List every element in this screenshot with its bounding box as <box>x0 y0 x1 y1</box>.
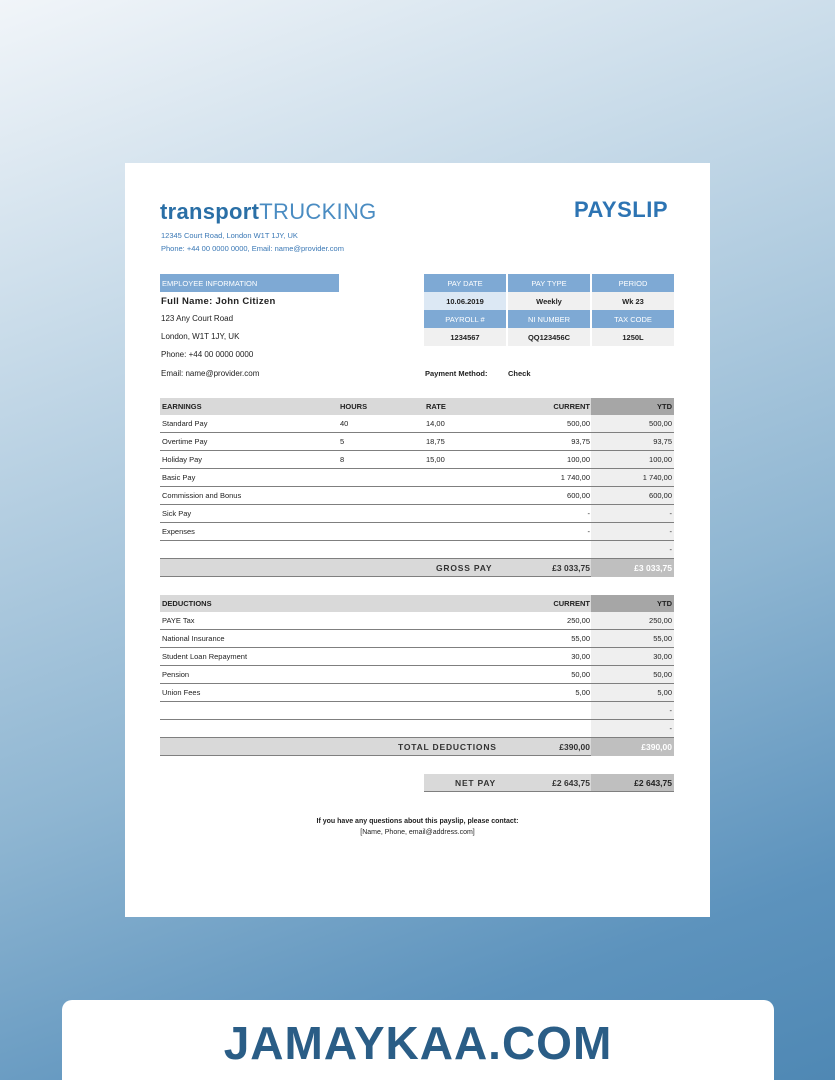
earnings-ytd: - <box>669 545 672 554</box>
employee-address1: 123 Any Court Road <box>161 314 234 323</box>
earnings-current: 100,00 <box>567 455 590 464</box>
earnings-row <box>160 433 674 451</box>
deduction-ytd: 5,00 <box>657 688 672 697</box>
earnings-rate: 14,00 <box>426 419 445 428</box>
deductions-header-current: CURRENT <box>553 599 590 608</box>
earnings-current: 93,75 <box>571 437 590 446</box>
footer-contact-line: If you have any questions about this payslip, please contact: <box>316 818 519 825</box>
company-contact: Phone: +44 00 0000 0000, Email: name@provider.com <box>161 244 344 253</box>
footer-contact-placeholder: [Name, Phone, email@address.com] <box>360 829 475 836</box>
employee-full-name: Full Name: John Citizen <box>161 296 276 307</box>
employee-info-header: EMPLOYEE INFORMATION <box>160 274 339 292</box>
period-label: PERIOD <box>592 274 674 292</box>
deduction-item: Union Fees <box>162 688 201 697</box>
ni-number-label: NI NUMBER <box>508 310 590 328</box>
gross-pay-ytd: £3 033,75 <box>591 559 674 577</box>
tax-code-label: TAX CODE <box>592 310 674 328</box>
company-logo <box>160 199 377 225</box>
site-banner <box>62 1000 774 1080</box>
site-banner-text: JAMAYKAA.COM <box>223 1017 613 1069</box>
earnings-header-ytd: YTD <box>657 402 672 411</box>
deduction-row <box>160 648 674 666</box>
earnings-rate: 18,75 <box>426 437 445 446</box>
earnings-ytd: 600,00 <box>649 491 672 500</box>
deduction-current: 30,00 <box>571 652 590 661</box>
company-address: 12345 Court Road, London W1T 1JY, UK <box>161 231 298 240</box>
pay-type-label: PAY TYPE <box>508 274 590 292</box>
total-deductions-label: TOTAL DEDUCTIONS <box>398 742 497 752</box>
company-name-bold: transport <box>160 199 260 224</box>
deduction-ytd: 55,00 <box>653 634 672 643</box>
deduction-row <box>160 684 674 702</box>
earnings-row <box>160 469 674 487</box>
earnings-ytd: 1 740,00 <box>642 473 672 482</box>
earnings-item: Overtime Pay <box>162 437 208 446</box>
earnings-current: 1 740,00 <box>560 473 590 482</box>
net-pay-current: £2 643,75 <box>552 778 590 788</box>
deduction-current: 50,00 <box>571 670 590 679</box>
payment-method-value: Check <box>508 369 531 378</box>
earnings-header-current: CURRENT <box>553 402 590 411</box>
pay-type-value: Weekly <box>508 292 590 310</box>
earnings-ytd: 93,75 <box>653 437 672 446</box>
deduction-row <box>160 720 674 738</box>
employee-phone: Phone: +44 00 0000 0000 <box>161 350 254 359</box>
pay-date-value: 10.06.2019 <box>424 292 506 310</box>
earnings-hours: 8 <box>340 455 345 464</box>
deduction-ytd: - <box>669 724 672 733</box>
earnings-item: Commission and Bonus <box>162 491 242 500</box>
deduction-item: Pension <box>162 670 190 679</box>
deduction-item: Student Loan Repayment <box>162 652 248 661</box>
earnings-item: Sick Pay <box>162 509 192 518</box>
deduction-current: 5,00 <box>575 688 590 697</box>
earnings-current: 600,00 <box>567 491 590 500</box>
employee-email: Email: name@provider.com <box>161 369 260 378</box>
deduction-item: National Insurance <box>162 634 225 643</box>
deduction-row <box>160 630 674 648</box>
deduction-ytd: - <box>669 706 672 715</box>
net-pay-ytd: £2 643,75 <box>591 774 674 792</box>
earnings-current: - <box>587 509 590 518</box>
earnings-rate: 15,00 <box>426 455 445 464</box>
period-value: Wk 23 <box>592 292 674 310</box>
earnings-row <box>160 505 674 523</box>
earnings-ytd: - <box>669 527 672 536</box>
net-pay-label: NET PAY <box>455 778 497 788</box>
tax-code-value: 1250L <box>592 328 674 346</box>
earnings-header-item: EARNINGS <box>162 402 202 411</box>
page-title: PAYSLIP <box>574 197 668 222</box>
pay-date-label: PAY DATE <box>424 274 506 292</box>
ni-number-value: QQ123456C <box>508 328 590 346</box>
payment-method-label: Payment Method: <box>425 369 488 378</box>
earnings-hours: 40 <box>340 419 349 428</box>
earnings-ytd: 500,00 <box>649 419 672 428</box>
deduction-ytd: 50,00 <box>653 670 672 679</box>
deduction-row <box>160 612 674 630</box>
deductions-header-item: DEDUCTIONS <box>162 599 212 608</box>
payslip-document <box>125 163 710 917</box>
earnings-ytd: - <box>669 509 672 518</box>
deduction-row <box>160 666 674 684</box>
earnings-row <box>160 541 674 559</box>
total-deductions-current: £390,00 <box>559 742 590 752</box>
company-name-light: TRUCKING <box>259 199 377 224</box>
deduction-current: 55,00 <box>571 634 590 643</box>
earnings-item: Expenses <box>162 527 195 536</box>
deduction-ytd: 30,00 <box>653 652 672 661</box>
gross-pay-label: GROSS PAY <box>436 563 493 573</box>
total-deductions-ytd: £390,00 <box>591 738 674 756</box>
payroll-value: 1234567 <box>424 328 506 346</box>
deduction-row <box>160 702 674 720</box>
employee-address2: London, W1T 1JY, UK <box>161 332 240 341</box>
earnings-row <box>160 451 674 469</box>
payroll-label: PAYROLL # <box>424 310 506 328</box>
earnings-row <box>160 487 674 505</box>
earnings-row <box>160 415 674 433</box>
deductions-header-ytd: YTD <box>657 599 672 608</box>
earnings-row <box>160 523 674 541</box>
earnings-item: Standard Pay <box>162 419 208 428</box>
earnings-item: Basic Pay <box>162 473 196 482</box>
gross-pay-current: £3 033,75 <box>552 563 590 573</box>
net-pay-row <box>424 774 592 792</box>
deduction-item: PAYE Tax <box>162 616 195 625</box>
deductions-header-ytd-bg <box>591 595 674 612</box>
earnings-hours: 5 <box>340 437 345 446</box>
earnings-current: - <box>587 527 590 536</box>
earnings-header-hours: HOURS <box>340 402 368 411</box>
earnings-header-rate: RATE <box>426 402 446 411</box>
earnings-item: Holiday Pay <box>162 455 203 464</box>
earnings-ytd: 100,00 <box>649 455 672 464</box>
earnings-current: 500,00 <box>567 419 590 428</box>
deduction-ytd: 250,00 <box>649 616 672 625</box>
earnings-header-ytd-bg <box>591 398 674 415</box>
deduction-current: 250,00 <box>567 616 590 625</box>
